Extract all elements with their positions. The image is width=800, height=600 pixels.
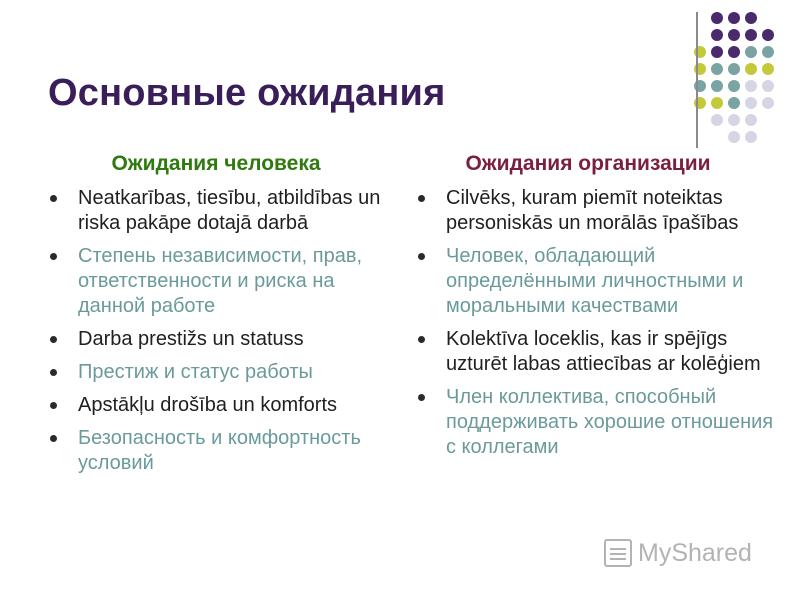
decorative-dot — [728, 12, 740, 24]
right-column-header: Ожидания организации — [465, 152, 711, 175]
decorative-dot — [728, 63, 740, 75]
bullet-icon — [418, 253, 425, 260]
bullet-text: Человек, обладающий определёнными личностными и моральными качествами — [446, 245, 744, 317]
bullet-text: Безопасность и комфортность условий — [78, 427, 361, 474]
bullet-item — [40, 360, 400, 385]
bullet-item — [40, 393, 400, 418]
bullet-item — [40, 186, 400, 236]
decorative-dot — [762, 97, 774, 109]
bullet-item — [408, 327, 788, 377]
right-bullet-list — [408, 186, 788, 460]
decorative-dot — [728, 46, 740, 58]
bullet-text: Степень независимости, прав, ответственности и риска на данной работе — [78, 245, 363, 317]
decorative-dot — [745, 114, 757, 126]
bullet-text: Член коллектива, способный поддерживать хорошие отношения с коллегами — [446, 386, 774, 458]
bullet-text: Престиж и статус работы — [78, 361, 313, 383]
presentation-board-icon — [604, 539, 632, 567]
decorative-dot — [762, 29, 774, 41]
decorative-dot — [711, 97, 723, 109]
bullet-icon — [50, 435, 57, 442]
decorative-dot — [711, 114, 723, 126]
watermark — [604, 534, 752, 572]
decorative-dot — [711, 80, 723, 92]
left-bullet-list — [40, 186, 400, 476]
vertical-divider-line — [696, 12, 698, 148]
decorative-dot — [728, 114, 740, 126]
decorative-dot — [711, 63, 723, 75]
bullet-item — [40, 426, 400, 476]
bullet-item — [408, 186, 788, 236]
decorative-dot — [728, 97, 740, 109]
bullet-text: Neatkarības, tiesību, atbildības un riska pakāpe dotajā darbā — [78, 187, 381, 234]
decorative-dot — [728, 80, 740, 92]
bullet-icon — [418, 195, 425, 202]
decorative-dot — [745, 46, 757, 58]
decorative-dot — [745, 63, 757, 75]
left-column-header: Ожидания человека — [111, 152, 321, 175]
bullet-icon — [418, 336, 425, 343]
bullet-text: Cilvēks, kuram piemīt noteiktas personiskās un morālās īpašības — [446, 187, 739, 234]
bullet-item — [408, 244, 788, 319]
decorative-dot — [728, 29, 740, 41]
decorative-dot — [745, 29, 757, 41]
decorative-dot — [762, 63, 774, 75]
decorative-dot — [745, 80, 757, 92]
bullet-icon — [50, 369, 57, 376]
decorative-dot — [711, 29, 723, 41]
decorative-dot — [745, 131, 757, 143]
bullet-icon — [50, 402, 57, 409]
watermark-text: MyShared — [638, 538, 752, 567]
left-column — [40, 152, 400, 484]
decorative-dot — [711, 12, 723, 24]
bullet-icon — [418, 394, 425, 401]
bullet-item — [40, 244, 400, 319]
bullet-item — [40, 327, 400, 352]
decorative-dot — [728, 131, 740, 143]
slide-title: Основные ожидания — [48, 72, 446, 114]
bullet-icon — [50, 336, 57, 343]
bullet-item — [408, 385, 788, 460]
bullet-icon — [50, 253, 57, 260]
bullet-icon — [50, 195, 57, 202]
decorative-dot — [762, 80, 774, 92]
right-column — [408, 152, 788, 468]
decorative-dot — [762, 46, 774, 58]
bullet-text: Darba prestižs un statuss — [78, 328, 304, 350]
decorative-dot — [711, 46, 723, 58]
decorative-dot — [745, 97, 757, 109]
bullet-text: Apstākļu drošība un komforts — [78, 394, 338, 416]
bullet-text: Kolektīva loceklis, kas ir spējīgs uzturēt labas attiecības ar kolēģiem — [446, 328, 761, 375]
decorative-dot — [745, 12, 757, 24]
